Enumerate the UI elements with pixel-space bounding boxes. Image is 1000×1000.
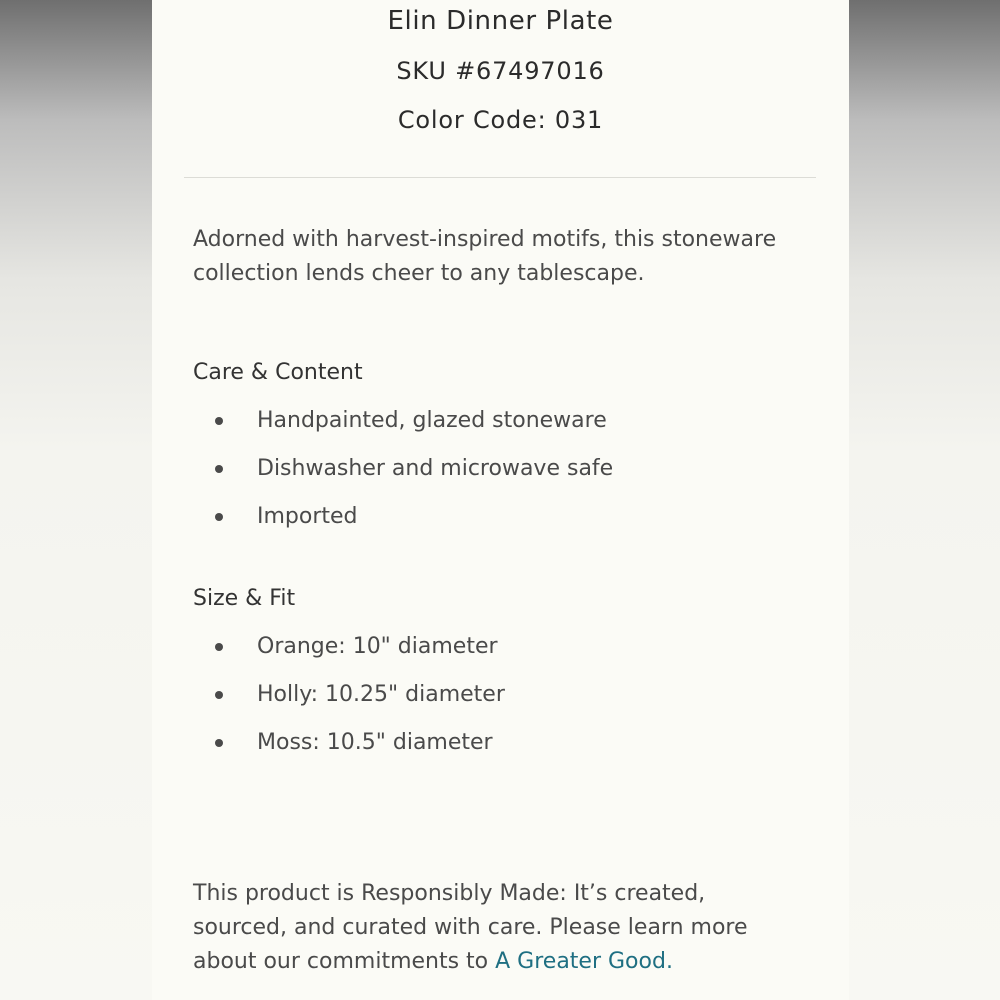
care-item-text: Imported (257, 504, 358, 529)
care-content-heading: Care & Content (193, 360, 363, 385)
list-item (193, 678, 793, 726)
list-item (193, 452, 793, 500)
size-fit-list (193, 630, 793, 774)
header-divider (184, 177, 816, 178)
description-line-1: Adorned with harvest-inspired motifs, this stoneware (193, 227, 777, 252)
product-description (193, 223, 813, 291)
bullet-icon (215, 417, 223, 425)
list-item (193, 726, 793, 774)
bullet-icon (215, 691, 223, 699)
bullet-icon (215, 513, 223, 521)
size-item-text: Orange: 10" diameter (257, 634, 498, 659)
product-sku: SKU #67497016 (396, 57, 605, 85)
care-item-text: Handpainted, glazed stoneware (257, 408, 607, 433)
size-fit-heading: Size & Fit (193, 586, 296, 611)
a-greater-good-link[interactable]: A Greater Good. (495, 949, 673, 974)
footer-line-3 (193, 945, 793, 979)
bullet-icon (215, 739, 223, 747)
size-item-text: Holly: 10.25" diameter (257, 682, 505, 707)
product-details-panel (152, 0, 849, 1000)
bullet-icon (215, 465, 223, 473)
list-item (193, 630, 793, 678)
responsibly-made-note (193, 877, 793, 979)
description-line-2: collection lends cheer to any tablescape. (193, 261, 645, 286)
care-item-text: Dishwasher and microwave safe (257, 456, 614, 481)
care-content-list (193, 404, 793, 548)
footer-line-1: This product is Responsibly Made: It’s created, (193, 881, 706, 906)
product-title: Elin Dinner Plate (387, 6, 614, 36)
size-item-text: Moss: 10.5" diameter (257, 730, 493, 755)
footer-line-2: sourced, and curated with care. Please learn more (193, 915, 748, 940)
list-item (193, 500, 793, 548)
product-color-code: Color Code: 031 (397, 106, 604, 134)
bullet-icon (215, 643, 223, 651)
list-item (193, 404, 793, 452)
footer-line-3-text: about our commitments to (193, 949, 496, 974)
